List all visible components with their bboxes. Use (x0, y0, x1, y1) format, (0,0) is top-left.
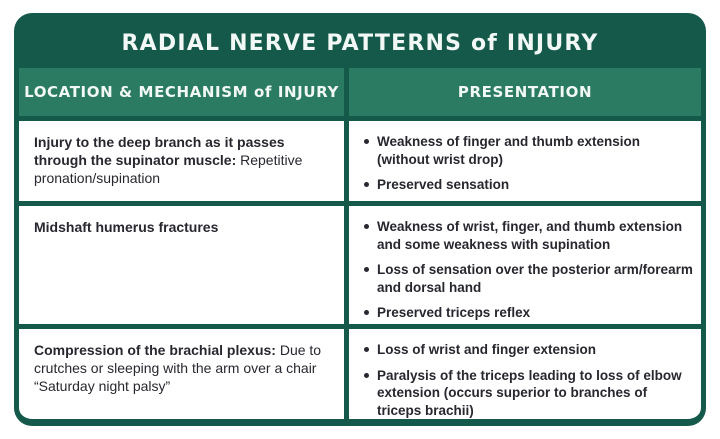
row-1-bullet-list (361, 133, 693, 194)
bullet-text: Preserved sensation (377, 177, 510, 193)
bullet-dot-icon (364, 310, 369, 315)
bullet-text: Paralysis of the triceps leading to loss of elbow extension (occurs superior to branches of triceps brachii) (377, 367, 682, 418)
bullet-dot-icon (364, 267, 369, 272)
list-item (361, 133, 693, 168)
page-title: RADIAL NERVE PATTERNS of INJURY (121, 30, 599, 56)
list-item (361, 176, 693, 194)
bullet-text: Weakness of finger and thumb extension (without wrist drop) (377, 134, 641, 167)
radial-nerve-card (14, 13, 706, 426)
injury-table (19, 68, 701, 419)
row-3-presentation-cell (349, 329, 701, 419)
bullet-text: Loss of sensation over the posterior arm/​forearm and dorsal hand (377, 262, 693, 295)
row-3-location-cell (19, 329, 344, 419)
row-1-location-rest: Repetitive pronation/supination (34, 151, 303, 186)
column-header-location-label: LOCATION & MECHANISM of INJURY (24, 83, 339, 101)
row-1-location-bold: Injury to the deep branch as it passes through the supinator muscle: (34, 134, 285, 168)
row-3-bullet-list (361, 341, 693, 419)
bullet-text: Weakness of wrist, finger, and thumb extension and some weakness with supination (377, 219, 683, 252)
list-item (361, 367, 693, 419)
bullet-text: Preserved triceps reflex (377, 305, 531, 321)
list-item (361, 261, 693, 296)
row-1-location-cell (19, 121, 344, 201)
row-3-location-bold: Compression of the brachial plexus: (34, 342, 276, 358)
list-item (361, 304, 693, 322)
row-2-location-cell (19, 206, 344, 324)
bullet-dot-icon (364, 373, 369, 378)
bullet-text: Loss of wrist and finger extension (377, 342, 597, 357)
bullet-dot-icon (364, 224, 369, 229)
row-1-presentation-cell (349, 121, 701, 201)
column-header-presentation-label: PRESENTATION (457, 83, 593, 101)
bullet-dot-icon (364, 347, 369, 352)
column-header-presentation (349, 68, 701, 116)
title-bar (19, 18, 701, 68)
list-item (361, 218, 693, 253)
row-3-location-rest: Due to crutches or sleeping with the arm over a chair “Saturday night palsy” (34, 342, 322, 394)
row-2-bullet-list (361, 218, 693, 322)
bullet-dot-icon (364, 182, 369, 187)
column-header-location (19, 68, 344, 116)
list-item (361, 341, 693, 359)
row-2-presentation-cell (349, 206, 701, 324)
row-2-location-bold: Midshaft humerus fractures (34, 219, 219, 235)
bullet-dot-icon (364, 139, 369, 144)
